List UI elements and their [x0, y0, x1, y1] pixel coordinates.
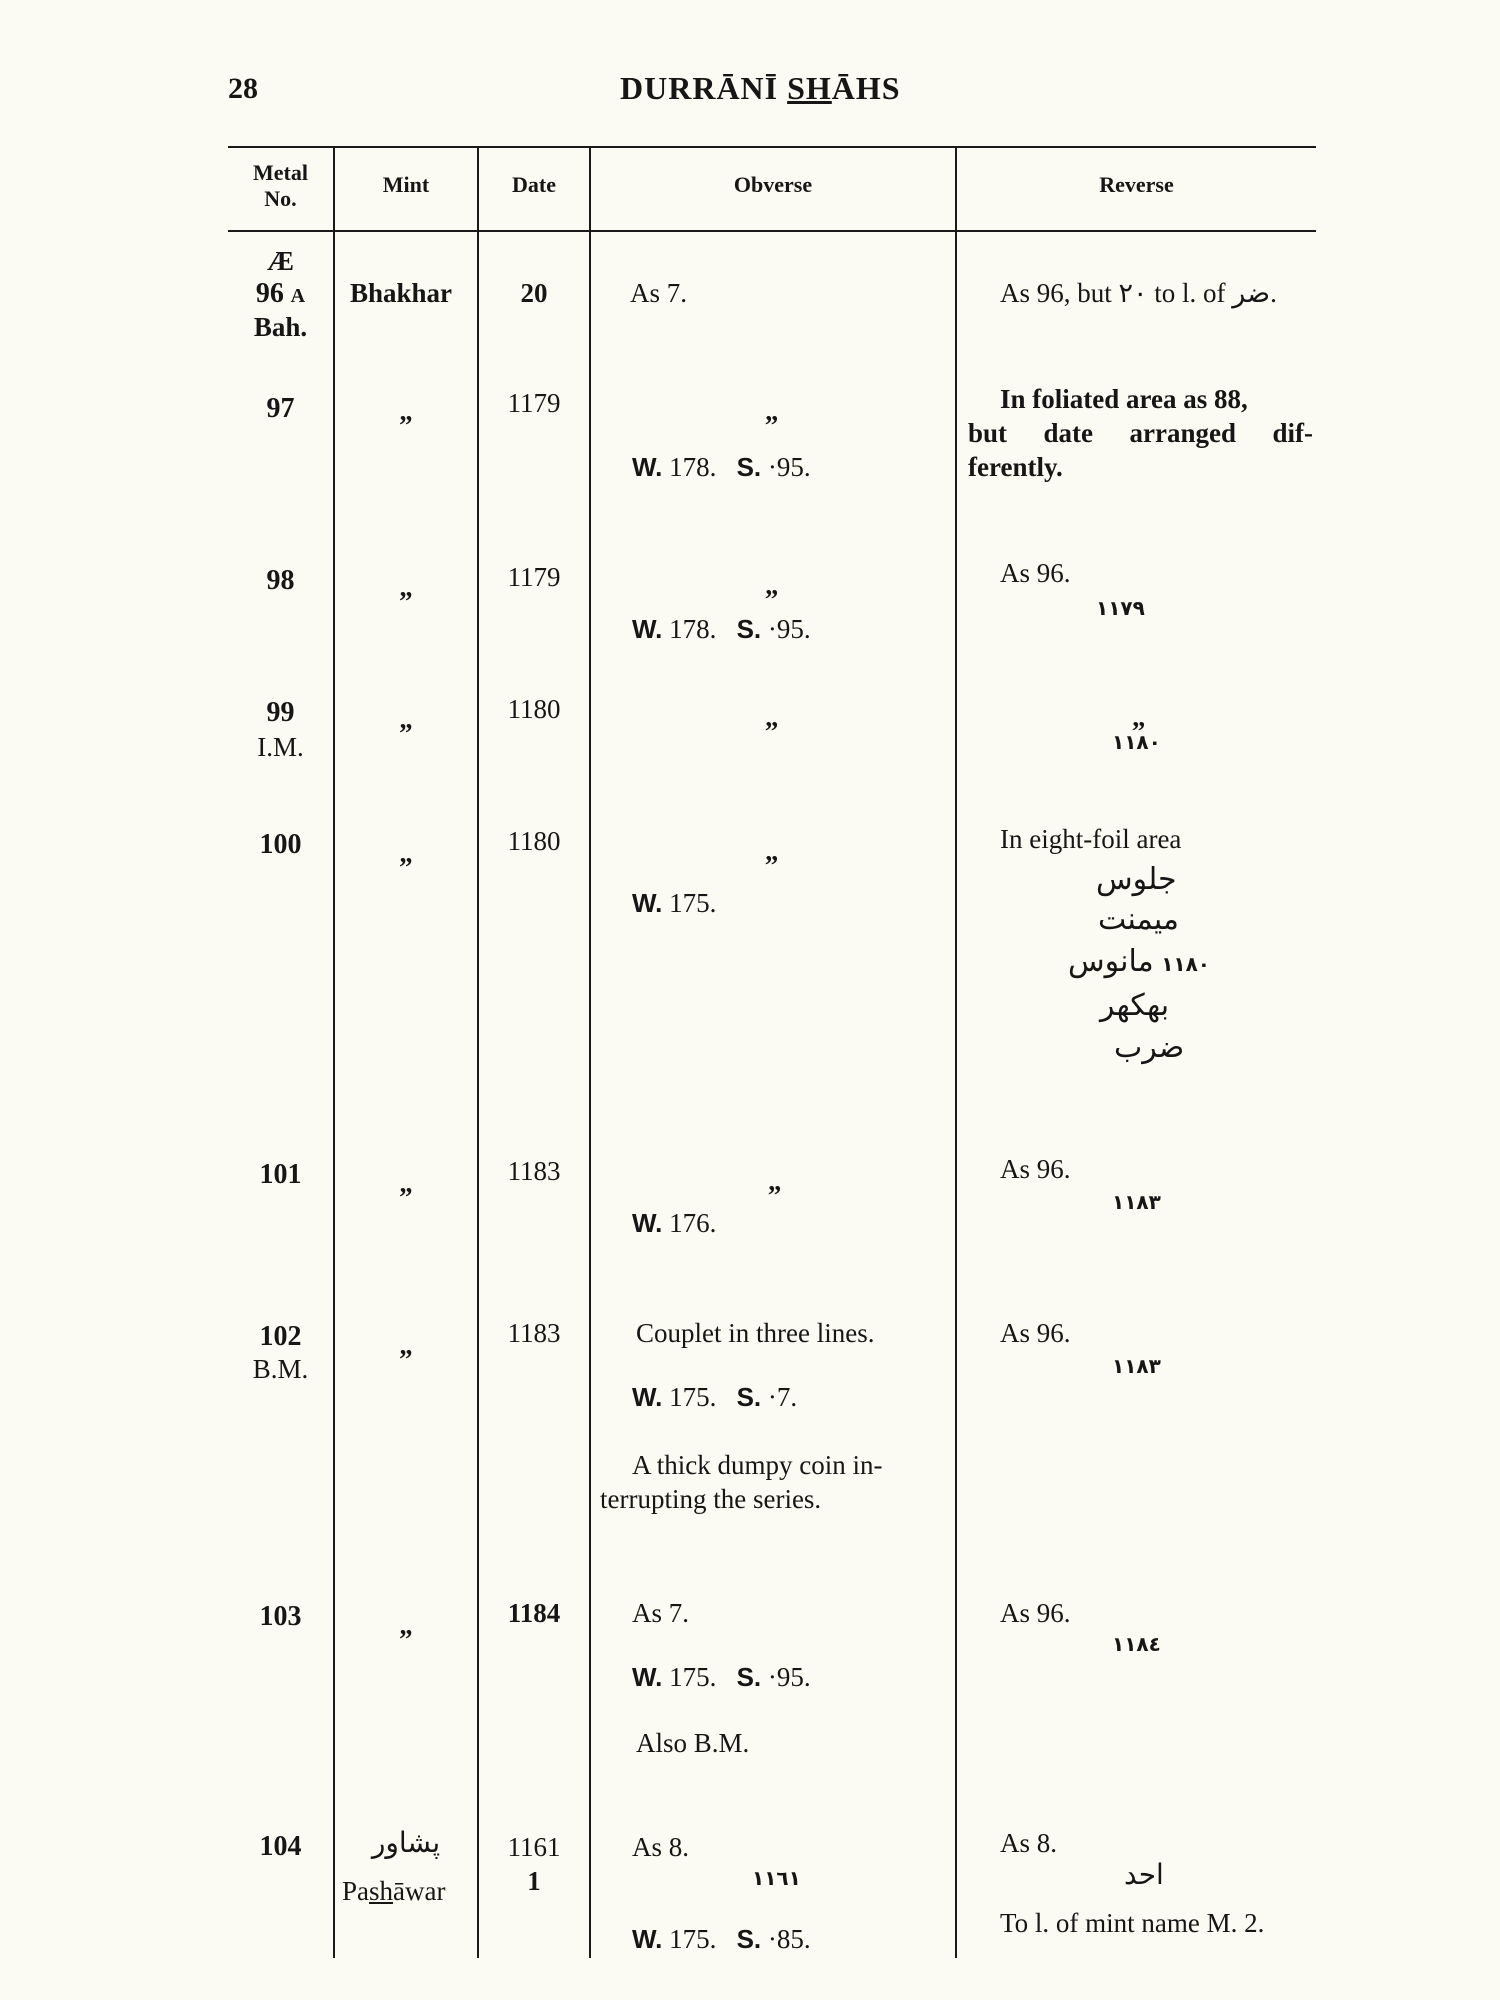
- date: 1183: [507, 1156, 561, 1186]
- obverse-date: ١١٦١: [752, 1866, 801, 1890]
- obverse-also: Also B.M.: [636, 1728, 750, 1758]
- mint-name: Pashāwar: [342, 1876, 446, 1906]
- weight-size: W. 175. S. ·85.: [632, 1924, 811, 1954]
- obverse-text: Couplet in three lines.: [636, 1318, 875, 1348]
- reverse-text: In foliated area as 88, but date arranged dif- ferently.: [968, 384, 1313, 482]
- coin-note: I.M.: [257, 732, 304, 762]
- obverse-note: A thick dumpy coin in- terrupting the series.: [600, 1450, 883, 1514]
- weight: W. 175.: [632, 888, 717, 918]
- obverse-ditto: „: [765, 396, 779, 426]
- obverse-text: As 7.: [632, 1598, 690, 1628]
- date: 1161: [507, 1832, 561, 1862]
- reverse-text: As 96.: [1000, 558, 1071, 588]
- arabic-line-2: ميمنت: [1098, 902, 1179, 937]
- header-mint: Mint: [382, 172, 430, 197]
- reverse-date: ١١٨٣: [1112, 1190, 1161, 1214]
- mint-ditto: „: [399, 838, 413, 868]
- reverse-text: In eight-foil area: [1000, 824, 1182, 854]
- reverse-date: ١١٨٣: [1112, 1354, 1161, 1378]
- page-title: DURRĀNĪ SHĀHS: [620, 70, 901, 106]
- mint-ditto: „: [399, 1610, 413, 1640]
- header-obverse: Obverse: [733, 172, 813, 197]
- coin-note: B.M.: [252, 1354, 309, 1384]
- coin-number: 101: [259, 1159, 302, 1190]
- arabic-line-5: ضرب: [1114, 1030, 1185, 1065]
- mint-ditto: „: [399, 1168, 413, 1198]
- coin-number: 97: [266, 393, 295, 424]
- mint-ditto: „: [399, 704, 413, 734]
- date: 1179: [507, 562, 561, 592]
- reverse-text: As 8.: [1000, 1828, 1058, 1858]
- date: 20: [520, 278, 548, 308]
- reverse-note: To l. of mint name M. 2.: [1000, 1908, 1265, 1938]
- reverse-date: ١١٨٤: [1112, 1632, 1161, 1656]
- mint-arabic: پشاور: [371, 1826, 441, 1859]
- weight-size: W. 178. S. ·95.: [632, 452, 811, 482]
- reverse-date: ١١٧٩: [1096, 596, 1145, 620]
- weight-size: W. 175. S. ·95.: [632, 1662, 811, 1692]
- arabic-line-4: بهكهر: [1100, 988, 1170, 1023]
- date-secondary: 1: [527, 1866, 541, 1896]
- arabic-line-1: جلوس: [1096, 862, 1177, 897]
- coin-number: 100: [259, 829, 302, 860]
- coin-number: 99: [266, 697, 295, 728]
- coin-number: 104: [259, 1831, 302, 1862]
- obverse-ditto: „: [765, 570, 779, 600]
- reverse-ditto: „: [1132, 702, 1146, 732]
- date: 1184: [507, 1598, 561, 1628]
- date: 1183: [507, 1318, 561, 1348]
- header-reverse: Reverse: [1099, 172, 1174, 197]
- date: 1180: [507, 694, 561, 724]
- mint-ditto: „: [399, 1330, 413, 1360]
- reverse-text: As 96.: [1000, 1154, 1071, 1184]
- table-top-rule: [228, 146, 1316, 148]
- header-date: Date: [512, 172, 556, 197]
- column-divider-3: [589, 148, 591, 1958]
- header-metal-no: Metal No.: [253, 160, 308, 211]
- coin-number: 103: [259, 1601, 302, 1632]
- obverse-ditto: „: [765, 702, 779, 732]
- reverse-text: As 96.: [1000, 1598, 1071, 1628]
- reverse-date: ١١٨٠: [1112, 730, 1161, 754]
- metal-symbol: Æ: [267, 246, 294, 276]
- arabic-line-3: ١١٨٠ مانوس: [1068, 944, 1211, 979]
- column-divider-4: [955, 148, 957, 1958]
- coin-number: 96 A: [255, 278, 306, 309]
- coin-number: 98: [266, 565, 295, 596]
- weight: W. 176.: [632, 1208, 717, 1238]
- mint-ditto: „: [399, 396, 413, 426]
- reverse-text: As 96.: [1000, 1318, 1071, 1348]
- date: 1179: [507, 388, 561, 418]
- page-number: 28: [228, 72, 258, 105]
- mint-ditto: „: [399, 572, 413, 602]
- mint-name: Bhakhar: [350, 278, 453, 308]
- weight-size: W. 175. S. ·7.: [632, 1382, 798, 1412]
- obverse-text: As 8.: [632, 1832, 690, 1862]
- date: 1180: [507, 826, 561, 856]
- coin-note: Bah.: [253, 312, 308, 342]
- obverse-ditto: „: [765, 836, 779, 866]
- reverse-arabic: احد: [1124, 1858, 1164, 1891]
- obverse-text: As 7.: [630, 278, 688, 308]
- coin-number: 102: [259, 1321, 302, 1352]
- obverse-ditto: „: [768, 1166, 782, 1196]
- weight-size: W. 178. S. ·95.: [632, 614, 811, 644]
- table-header-rule: [228, 230, 1316, 232]
- reverse-text: As 96, but ٢٠ to l. of ضر.: [1000, 278, 1277, 309]
